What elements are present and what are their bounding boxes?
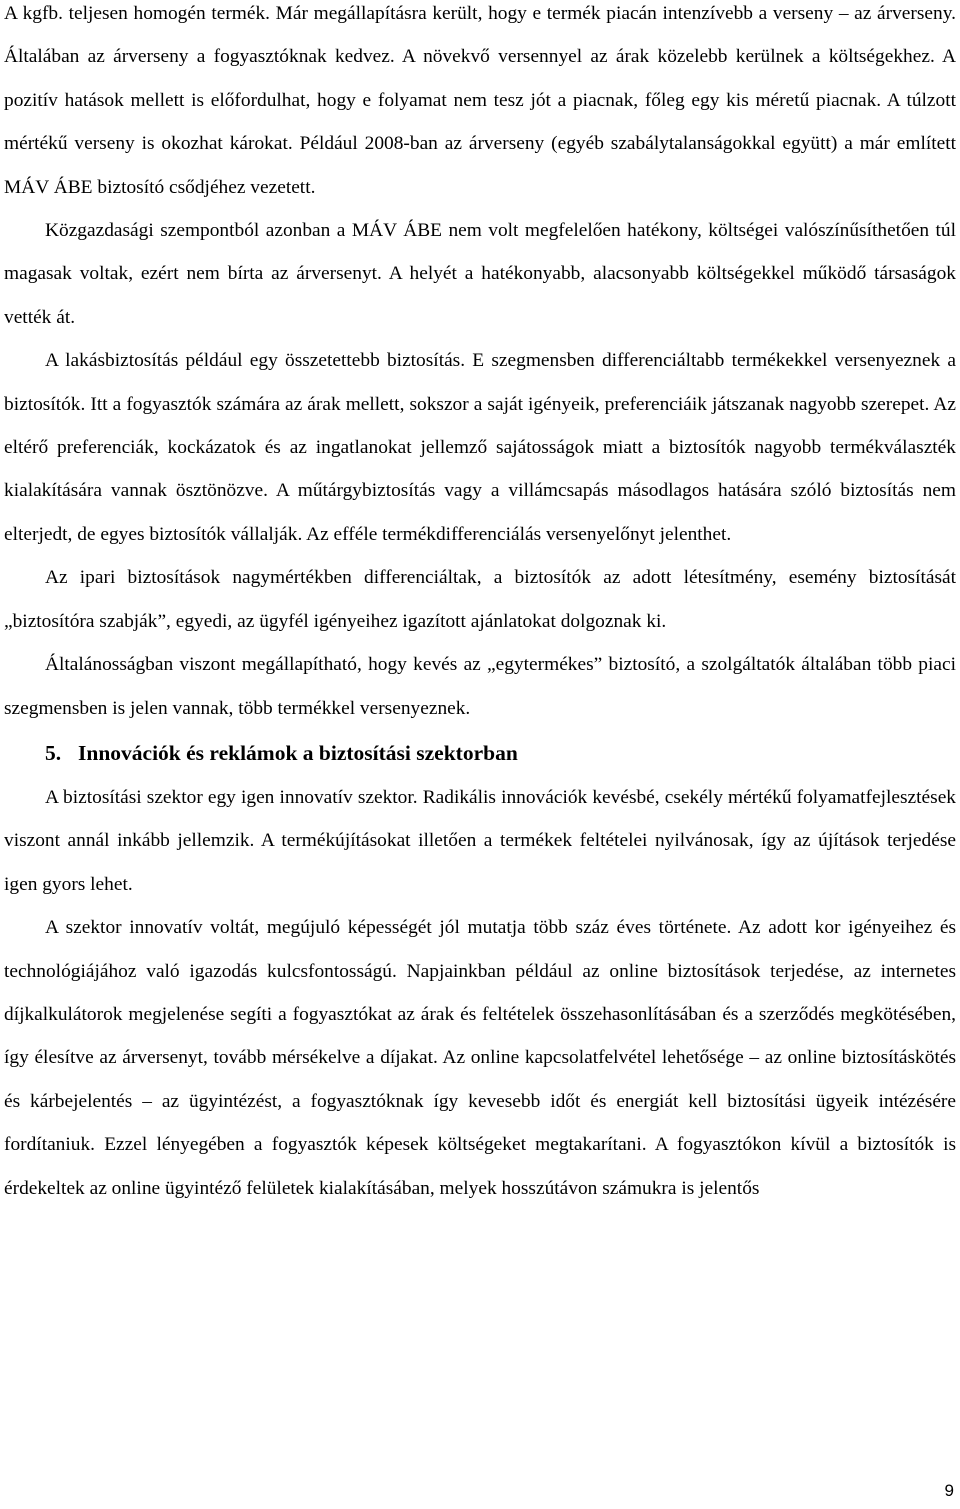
paragraph-home-insurance: A lakásbiztosítás például egy összetettebb biztosítás. E szegmensben differenciáltabb termékekkel versenyeznek a biztosítók. Itt a fogyasztók számára az árak mellett, sokszor a saját igényeik, preferenciáik játszanak nagyobb szerepet. Az eltérő preferenciák, kockázatok és az ingatlanokat jellemző sajátosságok miatt a biztosítók nagyobb termékválaszték kialakítására vannak ösztönözve. A műtárgybiztosítás vagy a villámcsapás másodlagos hatására szóló biztosítás nem elterjedt, de egyes biztosítók vállalják. Az efféle termékdifferenciálás versenyelőnyt jelenthet.: [4, 350, 956, 545]
paragraph-innovative-sector: A biztosítási szektor egy igen innovatív szektor. Radikális innovációk kevésbé, csekély mértékű folyamatfejlesztések viszont annál inkább jellemzik. A termékújításokat illetően a termékek feltételei nyilvánosak, így az újítások terjedése igen gyors lehet.: [4, 786, 956, 895]
section-number: 5.: [45, 740, 62, 765]
paragraph-general-conclusion: Általánosságban viszont megállapítható, hogy kevés az „egytermékes” biztosító, a szolgáltatók általában több piaci szegmensben is jelen vannak, több termékkel versenyeznek.: [4, 654, 956, 719]
section-heading: [4, 730, 956, 776]
paragraph-mav-abe: Közgazdasági szempontból azonban a MÁV ÁBE nem volt megfelelően hatékony, költségei valószínűsíthetően túl magasak voltak, ezért nem bírta az árversenyt. A helyét a hatékonyabb, alacsonyabb költségekkel működő társaságok vették át.: [4, 220, 956, 328]
page-number: 9: [944, 1481, 954, 1500]
paragraph-online-insurance: A szektor innovatív voltát, megújuló képességét jól mutatja több száz éves története. Az adott kor igényeihez és technológiájához való igazodás kulcsfontosságú. Napjainkban például az online biztosítások terjedése, az internetes díjkalkulátorok megjelenése segíti a fogyasztókat az árak és feltételek összehasonlításában és a szerződés megkötésében, így élesítve az árversenyt, tovább mérsékelve a díjakat. Az online kapcsolatfelvétel lehetősége – az online biztosításkötés és kárbejelentés – az ügyintézést, a fogyasztóknak így kevesebb időt és energiát kell biztosítási ügyeik intézésére fordítaniuk. Ezzel lényegében a fogyasztók képesek költségeket megtakarítani. A fogyasztókon kívül a biztosítók is érdekeltek az online ügyintéző felületek kialakításában, melyek hosszútávon számukra is jelentős: [4, 917, 956, 1199]
paragraph-price-competition: A kgfb. teljesen homogén termék. Már megállapításra került, hogy e termék piacán intenzívebb a verseny – az árverseny. Általában az árverseny a fogyasztóknak kedvez. A növekvő versennyel az árak közelebb kerülnek a költségekhez. A pozitív hatások mellett is előfordulhat, hogy e folyamat nem tesz jót a piacnak, főleg egy kis méretű piacnak. A túlzott mértékű verseny is okozhat károkat. Például 2008-ban az árverseny (egyéb szabálytalanságokkal együtt) a már említett MÁV ÁBE biztosító csődjéhez vezetett.: [4, 3, 956, 198]
paragraph-industrial-insurance: Az ipari biztosítások nagymértékben differenciáltak, a biztosítók az adott létesítmény, esemény biztosítását „biztosítóra szabják”, egyedi, az ügyfél igényeihez igazított ajánlatokat dolgoznak ki.: [4, 567, 956, 632]
section-title: Innovációk és reklámok a biztosítási szektorban: [78, 740, 518, 765]
